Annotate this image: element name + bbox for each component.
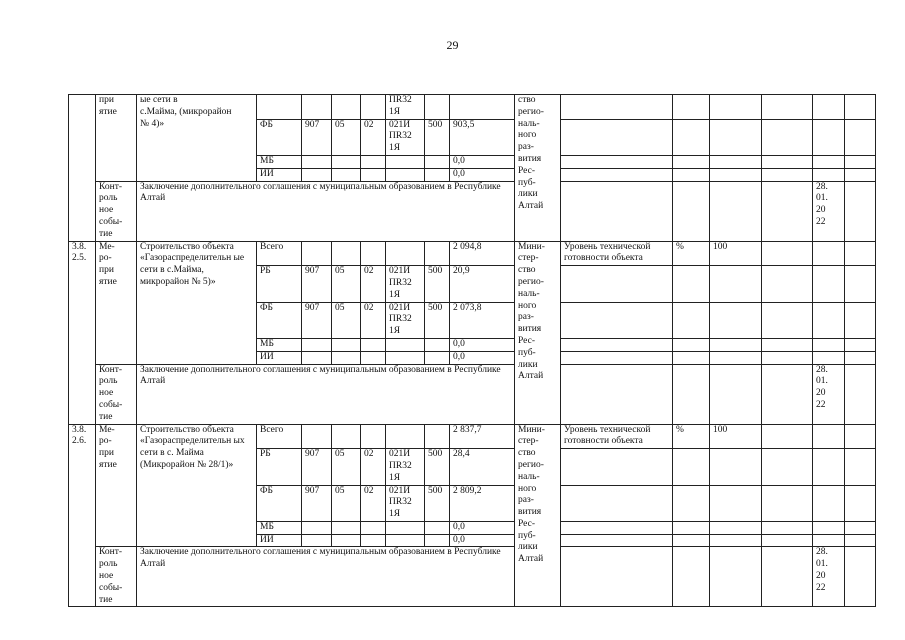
- event-type: Конт- роль ное собы- тие: [96, 364, 137, 424]
- empty-cell: [561, 485, 673, 521]
- empty-cell: [762, 424, 813, 449]
- empty-cell: [845, 338, 876, 351]
- section-code: [332, 424, 361, 449]
- expense-type-code: [425, 424, 450, 449]
- empty-cell: [710, 364, 762, 424]
- empty-cell: [762, 266, 813, 302]
- empty-cell: [762, 364, 813, 424]
- empty-cell: [561, 119, 673, 155]
- empty-cell: [561, 302, 673, 338]
- target-article-code: [386, 351, 425, 364]
- expense-type-code: 500: [425, 449, 450, 485]
- empty-cell: [845, 449, 876, 485]
- empty-cell: [673, 338, 710, 351]
- indicator-name: Уровень технической готовности объекта: [561, 424, 673, 449]
- indicator-value: 100: [710, 241, 762, 266]
- expense-type-code: 500: [425, 485, 450, 521]
- grbs-code: 907: [302, 449, 332, 485]
- empty-cell: [673, 351, 710, 364]
- subsection-code: [361, 241, 386, 266]
- empty-cell: [561, 534, 673, 547]
- target-article-code: 021И ПR32 1Я: [386, 119, 425, 155]
- funding-source: РБ: [257, 266, 302, 302]
- expense-type-code: [425, 95, 450, 120]
- amount: 20,9: [450, 266, 515, 302]
- amount: [450, 95, 515, 120]
- target-article-code: [386, 241, 425, 266]
- empty-cell: [845, 241, 876, 266]
- empty-cell: [813, 449, 845, 485]
- empty-cell: [561, 266, 673, 302]
- item-name: Строительство объекта «Газораспределительн ых сети в с. Майма (Микрорайон № 28/1)»: [137, 424, 257, 547]
- budget-table: [68, 94, 876, 607]
- subsection-code: 02: [361, 302, 386, 338]
- event-description: Заключение дополнительного соглашения с муниципальным образованием в Республике Алтай: [137, 181, 515, 241]
- item-number: 3.8. 2.6.: [69, 424, 96, 607]
- empty-cell: [845, 266, 876, 302]
- section-code: [332, 351, 361, 364]
- empty-cell: [762, 181, 813, 241]
- item-type: Ме- ро- при ятие: [96, 424, 137, 547]
- empty-cell: [762, 241, 813, 266]
- empty-cell: [561, 338, 673, 351]
- empty-cell: [710, 338, 762, 351]
- section-code: [332, 521, 361, 534]
- empty-cell: [813, 351, 845, 364]
- executor: Мини- стер- ство регио- наль- ного раз- вития Рес- пуб- лики Алтай: [515, 424, 561, 607]
- funding-source: [257, 95, 302, 120]
- empty-cell: [673, 181, 710, 241]
- item-number: 3.8. 2.5.: [69, 241, 96, 424]
- event-type: Конт- роль ное собы- тие: [96, 181, 137, 241]
- subsection-code: [361, 424, 386, 449]
- indicator-value: [710, 95, 762, 120]
- empty-cell: [813, 155, 845, 168]
- grbs-code: [302, 534, 332, 547]
- indicator-name: [561, 95, 673, 120]
- amount: 28,4: [450, 449, 515, 485]
- executor: Мини- стер- ство регио- наль- ного раз- вития Рес- пуб- лики Алтай: [515, 241, 561, 424]
- empty-cell: [561, 155, 673, 168]
- empty-cell: [561, 351, 673, 364]
- grbs-code: [302, 424, 332, 449]
- empty-cell: [673, 119, 710, 155]
- target-article-code: [386, 155, 425, 168]
- empty-cell: [762, 547, 813, 607]
- expense-type-code: [425, 534, 450, 547]
- empty-cell: [673, 155, 710, 168]
- event-type: Конт- роль ное собы- тие: [96, 547, 137, 607]
- empty-cell: [762, 168, 813, 181]
- empty-cell: [561, 181, 673, 241]
- table-row: [69, 424, 876, 449]
- empty-cell: [710, 351, 762, 364]
- indicator-unit: [673, 95, 710, 120]
- indicator-name: Уровень технической готовности объекта: [561, 241, 673, 266]
- control-event-row: [69, 547, 876, 607]
- empty-cell: [710, 155, 762, 168]
- subsection-code: 02: [361, 449, 386, 485]
- grbs-code: [302, 241, 332, 266]
- empty-cell: [813, 168, 845, 181]
- empty-cell: [845, 521, 876, 534]
- amount: 0,0: [450, 168, 515, 181]
- empty-cell: [710, 547, 762, 607]
- target-article-code: [386, 424, 425, 449]
- section-code: 05: [332, 266, 361, 302]
- amount: 0,0: [450, 351, 515, 364]
- empty-cell: [710, 485, 762, 521]
- section-code: 05: [332, 119, 361, 155]
- grbs-code: [302, 95, 332, 120]
- empty-cell: [845, 534, 876, 547]
- empty-cell: [845, 547, 876, 607]
- empty-cell: [673, 534, 710, 547]
- target-article-code: 021И ПR32 1Я: [386, 485, 425, 521]
- empty-cell: [673, 547, 710, 607]
- funding-source: ИИ: [257, 168, 302, 181]
- funding-source: Всего: [257, 241, 302, 266]
- amount: 2 809,2: [450, 485, 515, 521]
- funding-source: ФБ: [257, 119, 302, 155]
- expense-type-code: [425, 338, 450, 351]
- subsection-code: [361, 95, 386, 120]
- empty-cell: [813, 302, 845, 338]
- funding-source: Всего: [257, 424, 302, 449]
- grbs-code: 907: [302, 485, 332, 521]
- empty-cell: [845, 119, 876, 155]
- empty-cell: [762, 155, 813, 168]
- empty-cell: [813, 424, 845, 449]
- funding-source: ИИ: [257, 534, 302, 547]
- event-date: 28. 01. 20 22: [813, 547, 845, 607]
- funding-source: ФБ: [257, 485, 302, 521]
- target-article-code: ПR32 1Я: [386, 95, 425, 120]
- empty-cell: [845, 168, 876, 181]
- subsection-code: [361, 155, 386, 168]
- empty-cell: [673, 449, 710, 485]
- page-number: 29: [446, 38, 459, 52]
- empty-cell: [845, 155, 876, 168]
- section-code: [332, 338, 361, 351]
- item-type: Ме- ро- при ятие: [96, 241, 137, 364]
- empty-cell: [710, 168, 762, 181]
- funding-source: МБ: [257, 521, 302, 534]
- expense-type-code: 500: [425, 302, 450, 338]
- expense-type-code: [425, 521, 450, 534]
- expense-type-code: [425, 155, 450, 168]
- grbs-code: 907: [302, 302, 332, 338]
- empty-cell: [813, 119, 845, 155]
- empty-cell: [813, 95, 845, 120]
- amount: 0,0: [450, 155, 515, 168]
- empty-cell: [710, 181, 762, 241]
- section-code: 05: [332, 302, 361, 338]
- empty-cell: [673, 485, 710, 521]
- section-code: [332, 534, 361, 547]
- empty-cell: [813, 521, 845, 534]
- empty-cell: [845, 364, 876, 424]
- item-type: при ятие: [96, 95, 137, 182]
- empty-cell: [710, 302, 762, 338]
- expense-type-code: 500: [425, 119, 450, 155]
- empty-cell: [762, 485, 813, 521]
- empty-cell: [762, 449, 813, 485]
- empty-cell: [762, 521, 813, 534]
- empty-cell: [561, 521, 673, 534]
- empty-cell: [710, 521, 762, 534]
- table-row: [69, 241, 876, 266]
- empty-cell: [561, 364, 673, 424]
- subsection-code: [361, 534, 386, 547]
- empty-cell: [673, 266, 710, 302]
- subsection-code: 02: [361, 266, 386, 302]
- expense-type-code: [425, 351, 450, 364]
- empty-cell: [762, 338, 813, 351]
- empty-cell: [561, 547, 673, 607]
- indicator-value: 100: [710, 424, 762, 449]
- empty-cell: [845, 95, 876, 120]
- grbs-code: [302, 521, 332, 534]
- subsection-code: 02: [361, 485, 386, 521]
- empty-cell: [762, 351, 813, 364]
- indicator-unit: %: [673, 241, 710, 266]
- grbs-code: [302, 155, 332, 168]
- section-code: 05: [332, 449, 361, 485]
- empty-cell: [762, 534, 813, 547]
- grbs-code: 907: [302, 119, 332, 155]
- event-date: 28. 01. 20 22: [813, 364, 845, 424]
- empty-cell: [813, 241, 845, 266]
- item-name: ые сети в с.Майма, (микрорайон № 4)»: [137, 95, 257, 182]
- empty-cell: [845, 424, 876, 449]
- empty-cell: [762, 95, 813, 120]
- section-code: [332, 241, 361, 266]
- amount: 2 094,8: [450, 241, 515, 266]
- subsection-code: [361, 521, 386, 534]
- target-article-code: [386, 521, 425, 534]
- section-code: [332, 95, 361, 120]
- funding-source: МБ: [257, 155, 302, 168]
- empty-cell: [813, 485, 845, 521]
- empty-cell: [673, 364, 710, 424]
- funding-source: МБ: [257, 338, 302, 351]
- subsection-code: [361, 338, 386, 351]
- empty-cell: [710, 119, 762, 155]
- empty-cell: [813, 266, 845, 302]
- empty-cell: [845, 351, 876, 364]
- empty-cell: [561, 168, 673, 181]
- executor: ство регио- наль- ного раз- вития Рес- пуб- лики Алтай: [515, 95, 561, 242]
- event-description: Заключение дополнительного соглашения с муниципальным образованием в Республике Алтай: [137, 364, 515, 424]
- empty-cell: [845, 181, 876, 241]
- section-code: [332, 168, 361, 181]
- control-event-row: [69, 181, 876, 241]
- empty-cell: [673, 521, 710, 534]
- grbs-code: [302, 168, 332, 181]
- grbs-code: 907: [302, 266, 332, 302]
- item-name: Строительство объекта «Газораспределительн ые сети в с.Майма, микрорайон № 5)»: [137, 241, 257, 364]
- empty-cell: [710, 534, 762, 547]
- event-date: 28. 01. 20 22: [813, 181, 845, 241]
- empty-cell: [673, 302, 710, 338]
- funding-source: ИИ: [257, 351, 302, 364]
- grbs-code: [302, 338, 332, 351]
- amount: 0,0: [450, 534, 515, 547]
- amount: 2 073,8: [450, 302, 515, 338]
- empty-cell: [845, 485, 876, 521]
- event-description: Заключение дополнительного соглашения с муниципальным образованием в Республике Алтай: [137, 547, 515, 607]
- empty-cell: [673, 168, 710, 181]
- item-number: [69, 95, 96, 242]
- expense-type-code: 500: [425, 266, 450, 302]
- expense-type-code: [425, 241, 450, 266]
- grbs-code: [302, 351, 332, 364]
- empty-cell: [845, 302, 876, 338]
- amount: 2 837,7: [450, 424, 515, 449]
- target-article-code: 021И ПR32 1Я: [386, 266, 425, 302]
- empty-cell: [710, 266, 762, 302]
- indicator-unit: %: [673, 424, 710, 449]
- funding-source: ФБ: [257, 302, 302, 338]
- section-code: [332, 155, 361, 168]
- empty-cell: [813, 534, 845, 547]
- target-article-code: 021И ПR32 1Я: [386, 302, 425, 338]
- funding-source: РБ: [257, 449, 302, 485]
- expense-type-code: [425, 168, 450, 181]
- target-article-code: [386, 168, 425, 181]
- amount: 903,5: [450, 119, 515, 155]
- target-article-code: 021И ПR32 1Я: [386, 449, 425, 485]
- subsection-code: [361, 168, 386, 181]
- subsection-code: [361, 351, 386, 364]
- target-article-code: [386, 534, 425, 547]
- amount: 0,0: [450, 338, 515, 351]
- empty-cell: [813, 338, 845, 351]
- table-row: [69, 95, 876, 120]
- section-code: 05: [332, 485, 361, 521]
- target-article-code: [386, 338, 425, 351]
- empty-cell: [561, 449, 673, 485]
- subsection-code: 02: [361, 119, 386, 155]
- empty-cell: [762, 302, 813, 338]
- control-event-row: [69, 364, 876, 424]
- amount: 0,0: [450, 521, 515, 534]
- empty-cell: [710, 449, 762, 485]
- empty-cell: [762, 119, 813, 155]
